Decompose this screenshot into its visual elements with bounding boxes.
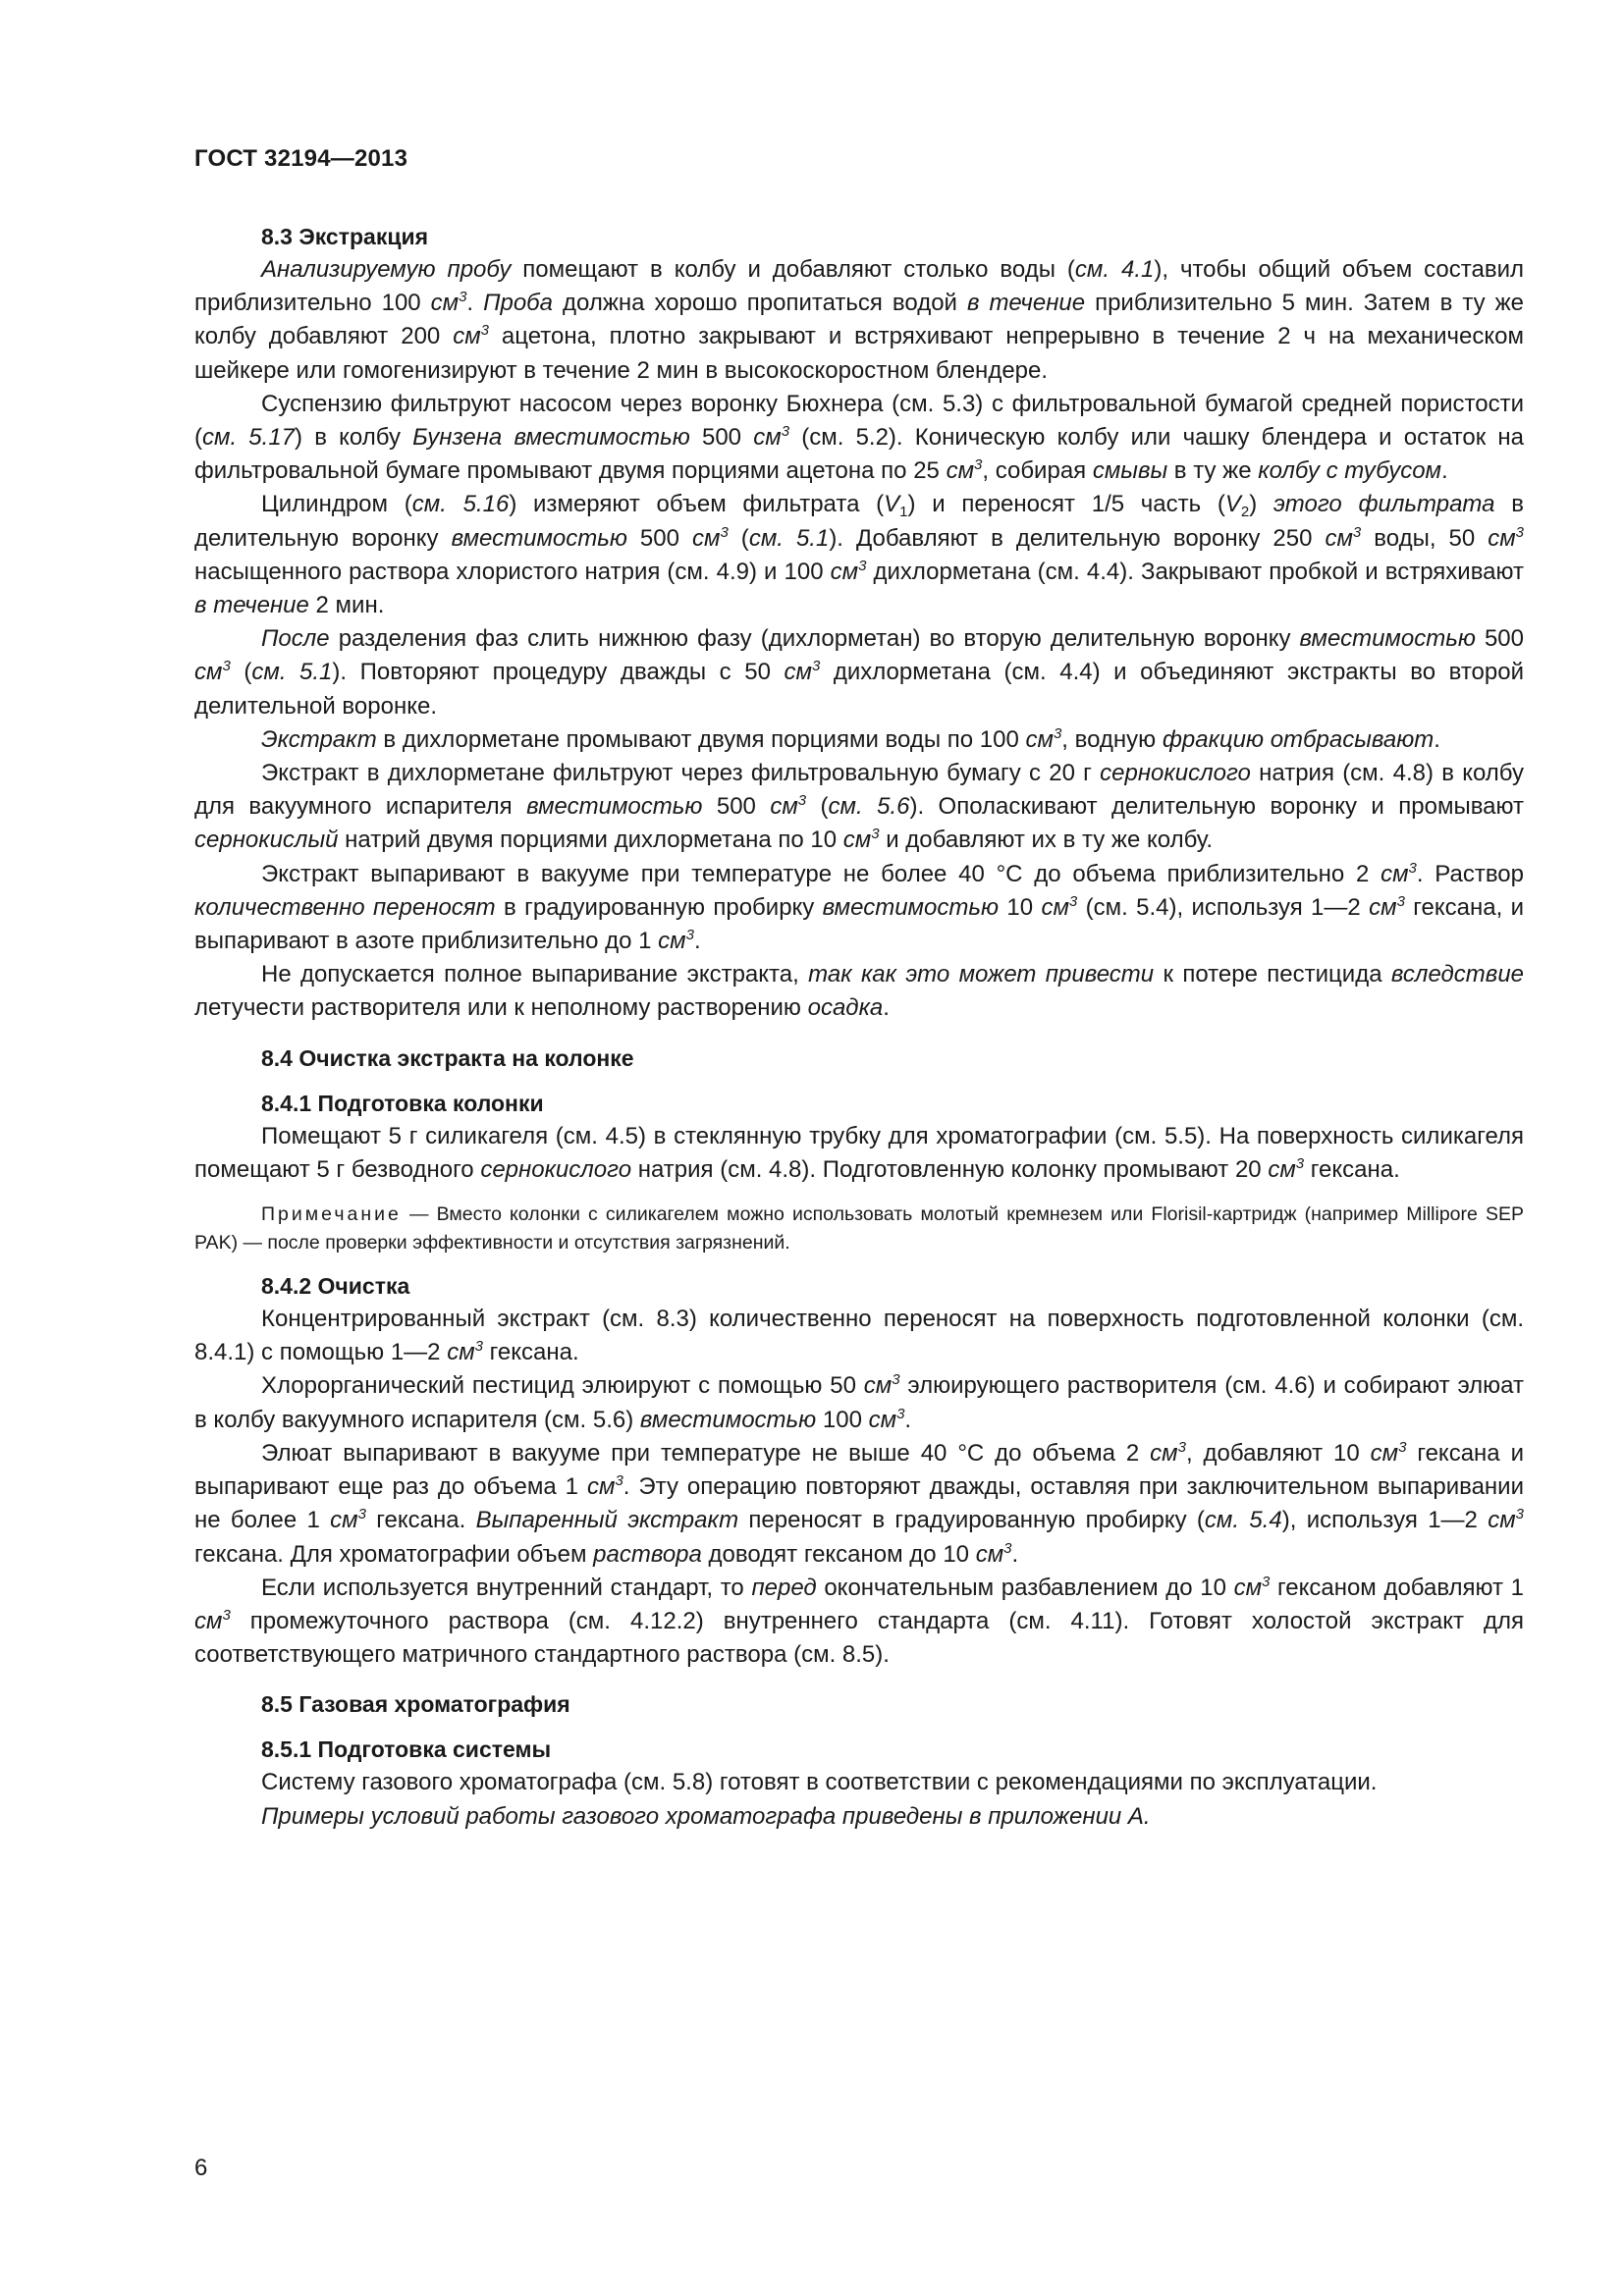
paragraph-8-3-4: После разделения фаз слить нижнюю фазу (дихлорметан) во вторую делительную воронку вместимостью 500 $см^3$ (см. 5.1). Повторяют процедуру дважды с 50 $см^3$ дихлорметана (см. 4.4) и объединяют экстракты во второй делительной воронке. xyxy=(194,625,1525,720)
section-8-4-title: 8.4 Очистка экстракта на колонке xyxy=(261,1044,634,1071)
section-8-3-title: 8.3 Экстракция xyxy=(261,224,429,249)
paragraph-8-4-2-2: Хлорорганический пестицид элюируют с помощью 50 $см^3$ элюирующего растворителя (см. 4.6) и собирают элюат в колбу вакуумного испарителя (см. 5.6) вместимостью 100 $см^3$. xyxy=(194,1371,1524,1433)
section-8-4-1-title: 8.4.1 Подготовка колонки xyxy=(261,1090,544,1116)
paragraph-8-3-6: Экстракт в дихлорметане фильтруют через фильтровальную бумагу с 20 г сернокислого натрия (см. 4.8) в колбу для вакуумного испарителя вместимостью 500 $см^3$ (см. 5.6). Ополаскивают делительную воронку и промывают сернокислый натрий двумя порциями дихлорметана по 10 $см^3$ и добавляют их в ту же колбу. xyxy=(194,760,1525,854)
paragraph-8-3-7: Экстракт выпаривают в вакууме при температуре не более 40 °С до объема приблизительно 2 $см^3$. Раствор количественно переносят в градуированную пробирку вместимостью 10 $см^3$ (см. 5.4), используя 1—2 $см^3$ гексана, и выпаривают в азоте приблизительно до 1 $см^3$. xyxy=(194,859,1525,955)
paragraph-8-4-1: Помещают 5 г силикагеля (см. 4.5) в стеклянную трубку для хроматографии (см. 5.5). На поверхность силикагеля помещают 5 г безводного сернокислого натрия (см. 4.8). Подготовленную колонку промывают 20 $см^3$ гексана. xyxy=(194,1122,1524,1183)
section-8-5-1-title: 8.5.1 Подготовка системы xyxy=(261,1736,552,1763)
section-8-5-title: 8.5 Газовая хроматография xyxy=(261,1691,570,1718)
document-page xyxy=(194,145,1524,1834)
section-8-4-2-title: 8.4.2 Очистка xyxy=(261,1273,410,1300)
paragraph-8-5-1-1: Систему газового хроматографа (см. 5.8) готовят в соответствии с рекомендациями по эксплуатации. xyxy=(261,1769,1378,1796)
paragraph-8-4-2-3: Элюат выпаривают в вакууме при температуре не выше 40 °С до объема 2 $см^3$, добавляют 10 $см^3$ гексана и выпаривают еще раз до объема 1 $см^3$. Эту операцию повторяют дважды, оставляя при заключительном выпаривании не более 1 $см^3$ гексана. Выпаренный экстракт переносят в градуированную пробирку (см. 5.4), используя 1—2 $см^3$ гексана. Для хроматографии объем раствора доводят гексаном до 10 $см^3$. xyxy=(194,1438,1525,1568)
note-8-4-1 xyxy=(194,1201,1524,1257)
paragraph-8-3-3: Цилиндром (см. 5.16) измеряют объем фильтрата $(V_1)$ и переносят 1/5 часть $(V_2)$ этого фильтрата в делительную воронку вместимостью 500 $см^3$ (см. 5.1). Добавляют в делительную воронку 250 $см^3$ воды, 50 $см^3$ насыщенного раствора хлористого натрия (см. 4.9) и 100 $см^3$ дихлорметана (см. 4.4). Закрывают пробкой и встряхивают в течение 2 мин. xyxy=(194,491,1525,619)
note-text: — Вместо колонки с силикагелем можно использовать молотый кремнезем или Florisil-картридж (например Millipore SEP PAK) — после проверки эффективности и отсутствия загрязнений. xyxy=(194,1203,1524,1255)
paragraph-8-3-8: Не допускается полное выпаривание экстракта, так как это может привести к потере пестицида вследствие летучести растворителя или к неполному растворению осадка. xyxy=(194,961,1525,1022)
paragraph-8-4-2-4: Если используется внутренний стандарт, то перед окончательным разбавлением до 10 $см^3$ гексаном добавляют 1 $см^3$ промежуточного раствора (см. 4.12.2) внутреннего стандарта (см. 4.11). Готовят холостой экстракт для соответствующего матричного стандартного раствора (см. 8.5). xyxy=(194,1573,1525,1669)
paragraph-8-3-2: Суспензию фильтруют насосом через воронку Бюхнера (см. 5.3) с фильтровальной бумагой средней пористости (см. 5.17) в колбу Бунзена вместимостью 500 $см^3$ (см. 5.2). Коническую колбу или чашку блендера и остаток на фильтровальной бумаге промывают двумя порциями ацетона по 25 $см^3$, собирая смывы в ту же колбу с тубусом. xyxy=(194,390,1525,485)
paragraph-8-5-1-2: Примеры условий работы газового хроматографа приведены в приложении А. xyxy=(261,1802,1151,1830)
paragraph-8-4-2-1: Концентрированный экстракт (см. 8.3) количественно переносят на поверхность подготовленной колонки (см. 8.4.1) с помощью 1—2 $см^3$ гексана. xyxy=(194,1306,1524,1366)
paragraph-8-3-5: Экстракт в дихлорметане промывают двумя порциями воды по 100 $см^3$, водную фракцию отбрасывают. xyxy=(261,724,1440,753)
document-header: ГОСТ 32194—2013 xyxy=(194,145,408,172)
page-number: 6 xyxy=(194,2155,208,2181)
paragraph-8-3-1: Анализируемую пробу помещают в колбу и добавляют столько воды (см. 4.1), чтобы общий объем составил приблизительно 100 $см^3$. Проба должна хорошо пропитаться водой в течение приблизительно 5 мин. Затем в ту же колбу добавляют 200 $см^3$ ацетона, плотно закрывают и встряхивают непрерывно в течение 2 ч на механическом шейкере или гомогенизируют в течение 2 мин в высокоскоростном блендере. xyxy=(194,256,1525,384)
note-label: Примечание xyxy=(261,1203,402,1226)
